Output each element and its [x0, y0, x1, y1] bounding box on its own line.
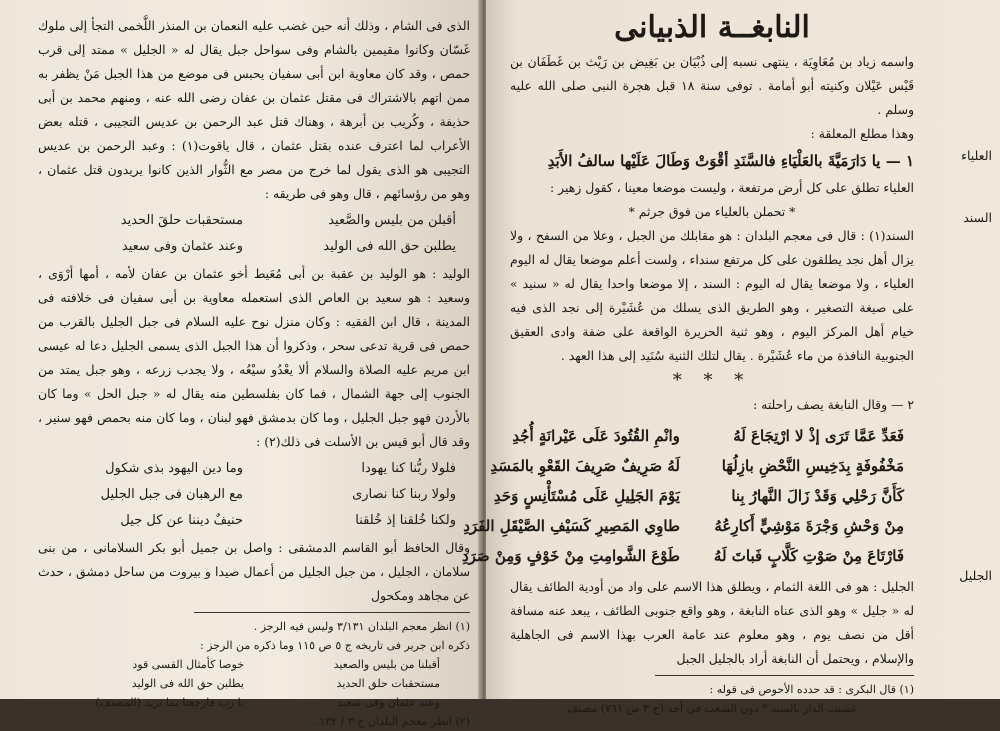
verse-hemistich: ولولا ربنا كنا نصارى [352, 487, 456, 502]
intro-paragraph: واسمه زياد بن مُعَاوِيَة ، ينتهى نسبه إلى ذُبْيَان بن بَغِيض بن رَيْث بن غَطَفَان بن قَيْس عَيْلان وكنيته أبو أمامة . توفى سنة ١٨ قبل هجرة النبى صلى الله عليه وسلم . [510, 54, 914, 117]
poem-hemistich: طَوْعَ الشَّوامِتِ مِنْ خَوْفٍ وَمِنْ صَرَدِ [461, 547, 680, 565]
section-divider-stars: * * * [672, 370, 752, 391]
verse-1 [510, 146, 914, 176]
margin-label-sanad: السند [963, 210, 992, 225]
verse-hemistich: فلولا ربُّنا كنا يهودا [361, 461, 456, 476]
poem-hemistich: فَعَدِّ عَمَّا تَرَى إذْ لا ارْتِجَاعَ لَهُ [733, 427, 904, 445]
footnote-1-cont: ذكره ابن جرير فى تاريخه ج ٥ ص ١١٥ وما ذكره من الرجز : [199, 639, 470, 652]
verse-hemistich: وعند عثمان وفى سعيد [121, 239, 243, 254]
verse-hemistich: ولكنا خُلقنا إذ خُلقنا [355, 513, 456, 528]
muallaqa-intro: وهذا مطلع المعلقة : [810, 126, 914, 141]
fn-hemistich: مستحقبات حلق الحديد [336, 677, 440, 690]
footnote-divider [655, 675, 914, 676]
verse-2-intro: ٢ — وقال النابغة يصف راحلته : [753, 397, 914, 412]
fn-hemistich: أقبلنا من بليس والصعيد [333, 658, 440, 671]
footnote-2: (٢) انظر معجم البلدان ج ٣ / ١٣٢ . [312, 715, 470, 728]
right-footnote-1: (١) قال البكرى : قد حدده الأحوص فى قوله : [709, 683, 914, 696]
margin-label-alya: العلياء [961, 148, 992, 163]
alya-verse: * تحملن بالعلياء من فوق جرثم * [628, 204, 796, 219]
verse-hemistich: أقبلن من بليس والصَّعيد [328, 213, 456, 228]
poem-hemistich: مِنْ وَحْشِ وَجْرَةَ مَوْشِيٍّ أَكارِعُهُ [714, 517, 904, 535]
poem-hemistich: وانْمِ القُتُودَ عَلَى عَيْرانَةٍ أُجُدِ [512, 427, 680, 445]
verse-hemistich: حنيفٌ ديننا عن كل جيل [120, 513, 243, 528]
verse-hemistich: مع الرهبان فى جبل الجليل [100, 487, 243, 502]
verse-hemistich: يطلبن حق الله فى الوليد [323, 239, 456, 254]
poem-hemistich: طاوِي المَصِيرِ كَسَيْفِ الصَّيْقَلِ الفَرَدِ [463, 517, 680, 535]
chapter-title: النابغــة الذبيانى [614, 10, 810, 45]
verse-hemistich: مستحقبات حلقَ الحديد [120, 213, 243, 228]
left-page [0, 0, 482, 728]
poem-hemistich: فَارْتَاعَ مِنْ صَوْتِ كَلَّابٍ فَباتَ لَهُ [713, 547, 904, 565]
fn-hemistich: يطلبن حق الله فى الوليد [131, 677, 244, 690]
right-footnote-verse: غشيت الدار بالسند * دون الشعب فى أحد (ج ٣ ص ٧٦١) مصنف [567, 702, 857, 715]
left-paragraph-1: الذى فى الشام ، وذلك أنه حين غضب عليه النعمان بن المنذر اللَّخمى التجأ إلى ملوك غَسّان وكانوا مقيمين بالشام وفى سواحل جبل يقال له « الجليل » ممتد إلى قرب حمص ، وقد كان معاوية ابن أبى سفيان يحبس فى موضع من هذا الجبل مَنْ يظفر به ممن اتهم بالاشتراك فى مقتل عثمان بن عفان رضى الله عنه ، ومنهم محمد بن أبى حذيفة ، وكُريب بن أبرهة ، وهناك قتل عبد الرحمن بن عديس التجيبى ، قتله بعض الأعراب لما اعترف عنده بقتل عثمان ، قال ياقوت(١) : وعبد الرحمن بن عديس التجيبى هو الذى يقول لما خرج من مصر مع الثُّوار الذين كانوا يريدون قتل عثمان ، وهو من رؤسائهم ، قال وهو فى طريقه : [38, 18, 470, 201]
poem-hemistich: لَهُ صَرِيفٌ صَرِيفَ القَعْوِ بالمَسَدِ [490, 457, 680, 475]
verse-block-1 [38, 208, 470, 260]
sanad-note: السند(١) : قال فى معجم البلدان : هو مقابلك من الجبل ، وعلا من السفح ، ولا يزال أهل نجد يطلقون على كل مرتفع سنداء ، ولست أعلم موضعا يقال له اليوم العلياء ، ولا موضعا يقال له اليوم : السند ، إلا موضعا واحدا يقال له « سنيد » على صيغة التصغير ، وهو الطريق الذى يسلك من عُشَيْرة إلى نجد الذى فيه خيام أهل المركز اليوم ، وهو ثنية الحريرة الواقعة على ضفة وادى العقيق الجنوبية النافذة من ماء عُشَيْرة . يقال لتلك الثنية سُنَيد إلى هذا العهد . [510, 228, 914, 363]
poem-hemistich: مَخْفُوفَةٍ بِدَخِيسِ النَّحْضِ بازِلُهَا [721, 457, 904, 475]
left-paragraph-3: وقال الحافظ أبو القاسم الدمشقى : واصل بن جميل أبو بكر السلامانى ، من بنى سلامان ، الجليل ، من جبل الجليل من أعمال صيدا و بيروت من ساحل دمشق ، حدث عن مجاهد ومكحول [38, 540, 470, 603]
footnote-1: (١) انظر معجم البلدان ٣/١٣١ وليس فيه الرجز . [253, 620, 470, 633]
margin-label-jalil: الجليل [959, 568, 992, 583]
footnote-verse [38, 655, 470, 712]
right-page [461, 0, 1000, 715]
poem-hemistich: يَوْمَ الجَلِيلِ عَلَى مُسْتَأْنِسٍ وَحَدِ [493, 487, 680, 505]
poem-block [461, 419, 914, 573]
jalil-note: الجليل : هو فى اللغة الثمام ، ويطلق هذا الاسم على واد من أودية الطائف يقال له « جليل » وهو الذى عناه النابغة ، وهو واقع جنوبى الطائف ، يبعد عنه مسافة أقل من نصف يوم ، وهو معلوم عند عامة العرب بهذا الاسم فى الجاهلية والإسلام ، ويحتمل أن النابغة أراد بالجليل الجبل [510, 579, 914, 666]
left-paragraph-2: الوليد : هو الوليد بن عقبة بن أبى مُعَيط أخو عثمان بن عفان لأمه ، أمها أرْوَى ، وسعيد : هو سعيد بن العاص الذى استعمله معاوية بن أبى سفيان فى خلافته فى المدينة ، قال ابن الفقيه : وكان منزل نوح عليه السلام فى جبل الجليل بالقرب من حمص فى قرية تدعى سحر ، وذكروا أن هذا الجبل الذى يسمى الجليل دعا له عيسى ابن مريم عليه الصلاة والسلام ألا يعْدُو سيْعُه ، ولا يجدب زرعه ، وهو جبل يمتد من الجنوب إلى جهة الشمال ، فما كان بفلسطين منه يقال له « جبل الحل » وما كان بالأردن فهو جبل الجليل ، وما كان بدمشق فهو لبنان ، وما كان منه بحمص فهو سنير ، وقد قال أبو قيس بن الأسلت فى ذلك(٢) : [38, 266, 470, 449]
verse-block-2 [38, 456, 470, 534]
fn-hemistich: يا رب فارجعنا بما تريد (المصنف) [95, 696, 244, 709]
footnote-divider [194, 612, 470, 613]
poem-hemistich: كَأَنَّ رَحْلِي وَقَدْ زَالَ النَّهارُ بِنا [731, 487, 904, 505]
verse-1-text: يا دَارَمَيَّةَ بالعَلْيَاءِ فالسَّنَدِ أقْوَتْ وَطَالَ عَلَيْها سالفُ الأَبَدِ [547, 152, 881, 170]
alya-note: العلياء تطلق على كل أرض مرتفعة ، وليست موضعا معينا ، كقول زهير : [550, 180, 914, 195]
verse-hemistich: وما دين اليهود بذى شكول [105, 461, 243, 476]
fn-hemistich: خوصا كأمثال القسى قود [132, 658, 244, 671]
fn-hemistich: وعند عثمان وفى سعيد [337, 696, 440, 709]
verse-1-number: ١ — [885, 152, 914, 170]
